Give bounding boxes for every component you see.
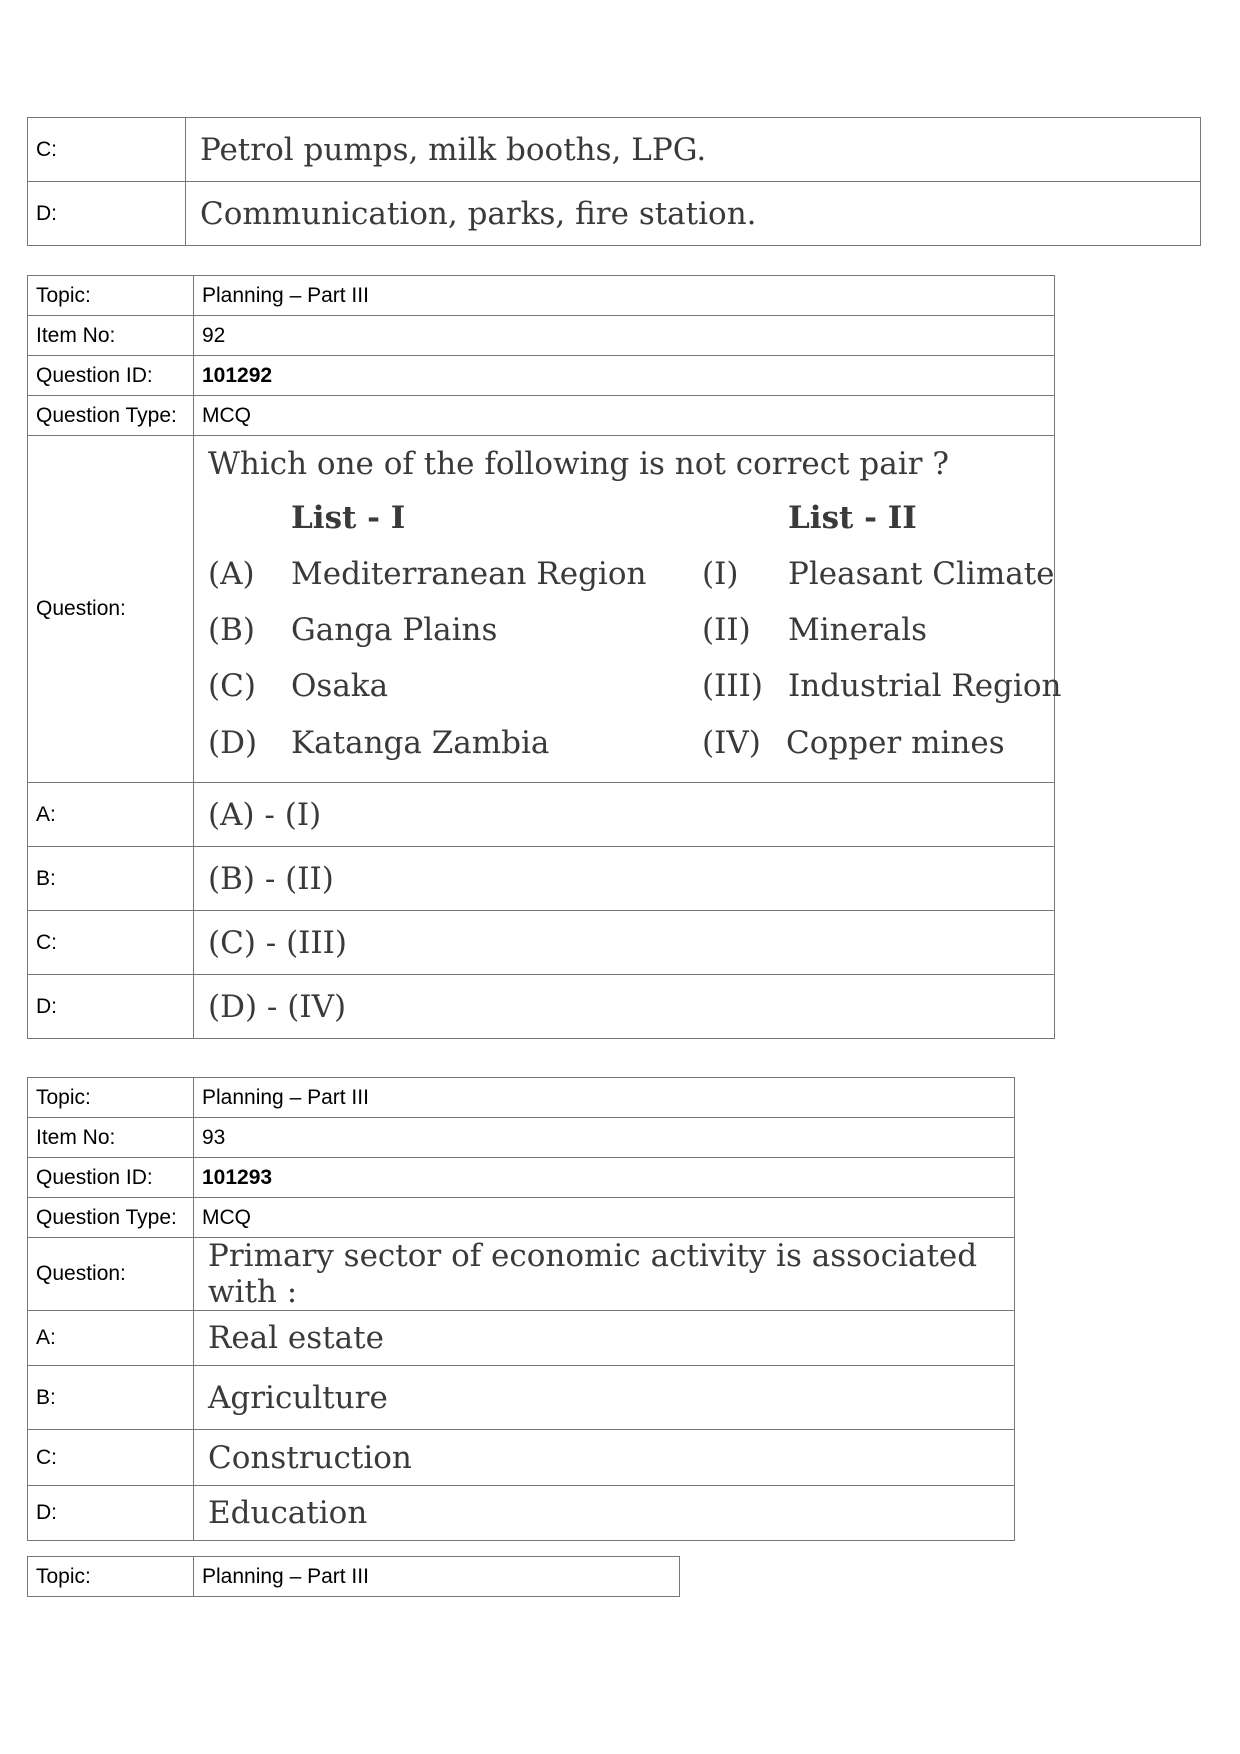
list-1-header: List - I bbox=[291, 500, 406, 536]
question-body bbox=[194, 436, 1062, 783]
pair-value-1: Mediterranean Region bbox=[291, 556, 647, 592]
option-b-label: B: bbox=[28, 1366, 194, 1430]
option-b-text: (B) - (II) bbox=[194, 847, 1055, 911]
topic-label: Topic: bbox=[28, 1078, 194, 1118]
item-no-label: Item No: bbox=[28, 316, 194, 356]
question-text: Which one of the following is not correct pair ? bbox=[208, 446, 949, 482]
pair-key-1: (B) bbox=[208, 612, 255, 648]
pair-key-1: (A) bbox=[208, 556, 255, 592]
option-c-label: C: bbox=[28, 1430, 194, 1486]
topic-label: Topic: bbox=[28, 1557, 194, 1597]
question-94-table bbox=[27, 1556, 680, 1597]
pair-key-2: (II) bbox=[702, 612, 751, 648]
list-2-header: List - II bbox=[788, 500, 917, 536]
pair-key-1: (C) bbox=[208, 668, 256, 704]
pair-key-1: (D) bbox=[208, 725, 258, 761]
topic-value: Planning – Part III bbox=[194, 276, 1055, 316]
option-d-text: (D) - (IV) bbox=[194, 975, 1055, 1039]
pair-value-2: Pleasant Climate bbox=[788, 556, 1055, 592]
option-a-label: A: bbox=[28, 1311, 194, 1366]
option-c-text: (C) - (III) bbox=[194, 911, 1055, 975]
item-no-label: Item No: bbox=[28, 1118, 194, 1158]
pair-value-1: Katanga Zambia bbox=[291, 725, 550, 761]
question-label: Question: bbox=[28, 436, 194, 783]
item-no-value: 92 bbox=[194, 316, 1055, 356]
topic-label: Topic: bbox=[28, 276, 194, 316]
pair-value-2: Industrial Region bbox=[788, 668, 1062, 704]
pair-key-2: (IV) bbox=[702, 725, 761, 761]
option-c-text: Construction bbox=[194, 1430, 1015, 1486]
question-id-label: Question ID: bbox=[28, 1158, 194, 1198]
question-type-label: Question Type: bbox=[28, 1198, 194, 1238]
option-a-text: (A) - (I) bbox=[194, 783, 1055, 847]
question-label: Question: bbox=[28, 1238, 194, 1311]
pair-value-1: Ganga Plains bbox=[291, 612, 498, 648]
topic-value: Planning – Part III bbox=[194, 1557, 680, 1597]
option-b-text: Agriculture bbox=[194, 1366, 1015, 1430]
option-d-text: Education bbox=[194, 1486, 1015, 1541]
question-type-label: Question Type: bbox=[28, 396, 194, 436]
question-id-value: 101293 bbox=[194, 1158, 1015, 1198]
question-type-value: MCQ bbox=[194, 1198, 1015, 1238]
item-no-value: 93 bbox=[194, 1118, 1015, 1158]
question-id-label: Question ID: bbox=[28, 356, 194, 396]
option-c-label: C: bbox=[28, 118, 186, 182]
question-92-table bbox=[27, 275, 1062, 1039]
pair-value-1: Osaka bbox=[291, 668, 389, 704]
pair-key-2: (I) bbox=[702, 556, 739, 592]
option-d-label: D: bbox=[28, 1486, 194, 1541]
option-c-label: C: bbox=[28, 911, 194, 975]
option-a-label: A: bbox=[28, 783, 194, 847]
pair-value-2: Minerals bbox=[788, 612, 928, 648]
question-text: Primary sector of economic activity is associated with : bbox=[194, 1238, 1015, 1311]
question-type-value: MCQ bbox=[194, 396, 1055, 436]
pair-value-2: Copper mines bbox=[786, 725, 1005, 761]
topic-value: Planning – Part III bbox=[194, 1078, 1015, 1118]
prev-question-options-table bbox=[27, 117, 1201, 246]
question-93-table bbox=[27, 1077, 1015, 1541]
option-a-text: Real estate bbox=[194, 1311, 1015, 1366]
option-d-label: D: bbox=[28, 975, 194, 1039]
option-b-label: B: bbox=[28, 847, 194, 911]
option-d-text: Communication, parks, fire station. bbox=[186, 182, 1201, 246]
question-id-value: 101292 bbox=[194, 356, 1055, 396]
option-c-text: Petrol pumps, milk booths, LPG. bbox=[186, 118, 1201, 182]
option-d-label: D: bbox=[28, 182, 186, 246]
pair-key-2: (III) bbox=[702, 668, 763, 704]
